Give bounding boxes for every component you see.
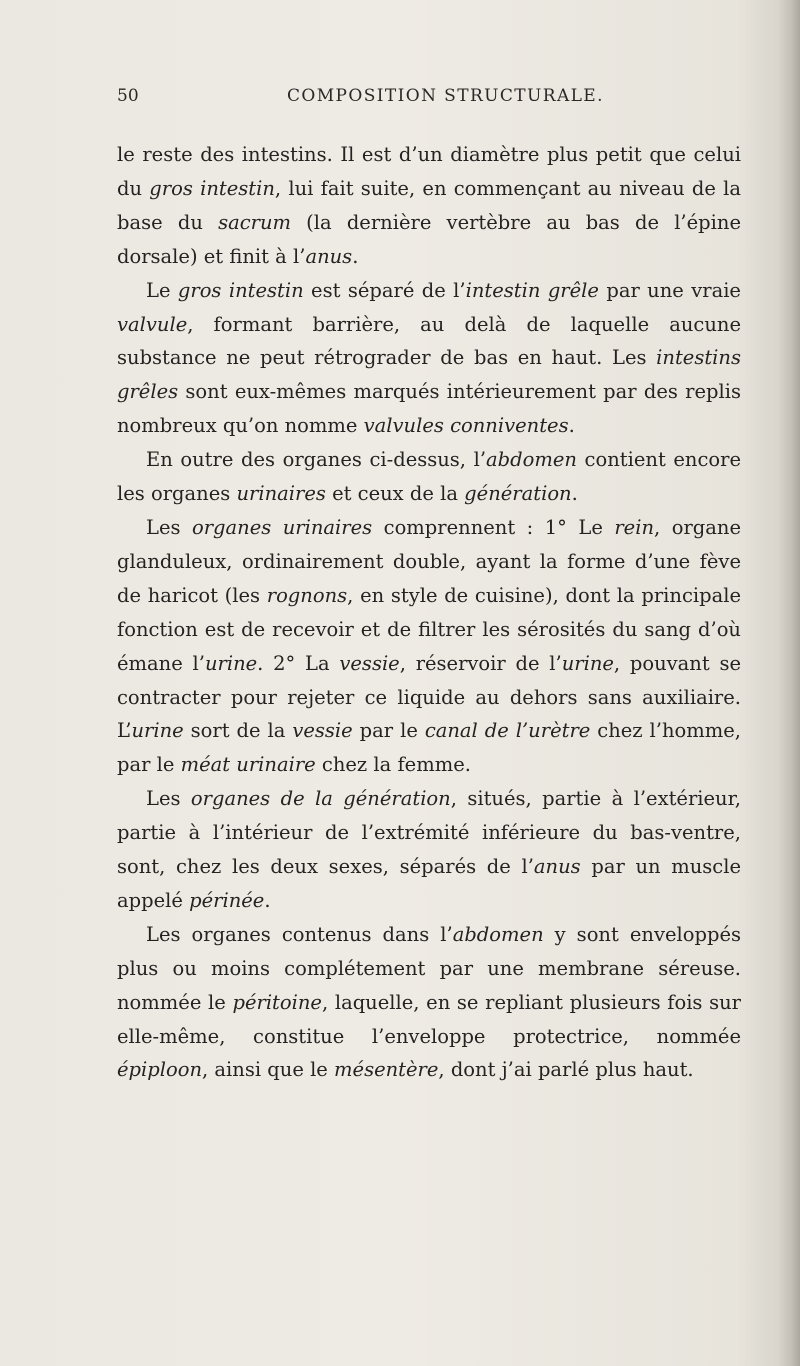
- italic-term: rognons: [266, 583, 348, 607]
- text-run: , situés, partie à l’extérieur, partie à l’intérieur de l’extrémité inférieure du bas-ventre, sont, chez les deux sexes, séparés de l’: [117, 787, 741, 879]
- italic-term: canal de l’urètre: [424, 719, 591, 743]
- text-run: , lui fait suite, en commençant au niveau de la base du: [117, 176, 742, 234]
- text-run: Les organes contenus dans l’: [146, 922, 453, 946]
- italic-term: valvule: [117, 312, 188, 336]
- text-run: Les: [146, 787, 191, 811]
- italic-term: urine: [561, 651, 614, 675]
- text-run: le reste des intestins. Il est d’un diamètre plus petit que celui du: [117, 143, 741, 200]
- text-run: comprennent : 1° Le: [372, 515, 615, 539]
- text-run: contient encore les organes: [117, 448, 742, 506]
- text-run: , pouvant se contracter pour rejeter ce liquide au dehors sans auxiliaire. L’: [117, 651, 741, 743]
- italic-term: intestin grêle: [465, 278, 599, 302]
- italic-term: organes urinaires: [191, 515, 373, 539]
- italic-term: méat urinaire: [180, 753, 316, 777]
- text-run: , dont j’ai parlé plus haut.: [438, 1058, 694, 1082]
- paragraph: [117, 782, 741, 918]
- italic-term: anus: [533, 855, 581, 879]
- italic-term: gros intestin: [149, 176, 275, 200]
- text-run: par un muscle appelé: [117, 855, 741, 912]
- text-run: .: [571, 482, 578, 506]
- text-run: y sont enveloppés plus ou moins complétement par une membrane séreuse. nommée le: [117, 922, 741, 1014]
- italic-term: abdomen: [452, 922, 544, 946]
- italic-term: vessie: [292, 719, 353, 743]
- text-run: En outre des organes ci-dessus, l’: [146, 448, 487, 472]
- italic-term: valvules conniventes: [363, 414, 569, 438]
- italic-term: organes de la génération: [190, 787, 451, 811]
- text-run: , laquelle, en se repliant plusieurs fois sur elle-même, constitue l’enveloppe protectrice, nommée: [117, 990, 741, 1048]
- text-run: par une vraie: [598, 278, 741, 302]
- text-run: .: [568, 414, 575, 438]
- paragraph: [117, 443, 741, 511]
- italic-term: abdomen: [486, 448, 577, 472]
- paragraph: [117, 138, 741, 274]
- text-run: et ceux de la: [325, 482, 465, 506]
- text-run: sort de la: [183, 719, 293, 743]
- italic-term: épiploon: [117, 1058, 203, 1082]
- text-run: chez la femme.: [315, 753, 471, 777]
- text-run: Le: [146, 278, 178, 302]
- text-run: , en style de cuisine), dont la principale fonction est de recevoir et de filtrer les sérosités du sang d’où émane l’: [117, 583, 741, 675]
- italic-term: vessie: [339, 651, 400, 675]
- text-run: .: [264, 888, 271, 912]
- italic-term: génération: [464, 482, 572, 506]
- text-run: chez l’homme, par le: [117, 719, 741, 777]
- italic-term: péritoine: [232, 990, 322, 1014]
- text-run: sont eux-mêmes marqués intérieurement par des replis nombreux qu’on nomme: [117, 380, 741, 438]
- text-run: Les: [146, 515, 192, 539]
- text-run: , organe glanduleux, ordinairement double, ayant la forme d’une fève de haricot (les: [117, 515, 741, 607]
- text-run: (la dernière vertèbre au bas de l’épine dorsale) et finit à l’: [117, 210, 741, 268]
- text-run: .: [352, 244, 359, 268]
- body-text: [117, 138, 741, 1087]
- text-run: par le: [352, 719, 425, 743]
- italic-term: urinaires: [236, 482, 326, 506]
- running-head: [117, 86, 741, 116]
- text-run: . 2° La: [257, 651, 340, 675]
- italic-term: gros intestin: [177, 278, 304, 302]
- text-run: , ainsi que le: [202, 1058, 335, 1082]
- italic-term: mésentère: [334, 1058, 439, 1082]
- paragraph: [117, 274, 741, 444]
- text-run: , formant barrière, au delà de laquelle aucune substance ne peut rétrograder de bas en haut. Les: [117, 312, 741, 370]
- italic-term: urine: [204, 651, 258, 675]
- italic-term: urine: [131, 719, 184, 743]
- page-number: 50: [117, 86, 139, 106]
- paragraph: [117, 918, 741, 1088]
- italic-term: rein: [614, 515, 655, 539]
- italic-term: anus: [305, 244, 353, 268]
- italic-term: intestins grêles: [117, 346, 741, 404]
- page-edge-shadow: [778, 0, 800, 1366]
- paragraph: [117, 511, 741, 782]
- italic-term: sacrum: [218, 210, 291, 234]
- text-run: est séparé de l’: [303, 278, 466, 302]
- running-title: COMPOSITION STRUCTURALE.: [287, 86, 604, 106]
- italic-term: périnée: [189, 888, 265, 912]
- text-run: , réservoir de l’: [399, 651, 562, 675]
